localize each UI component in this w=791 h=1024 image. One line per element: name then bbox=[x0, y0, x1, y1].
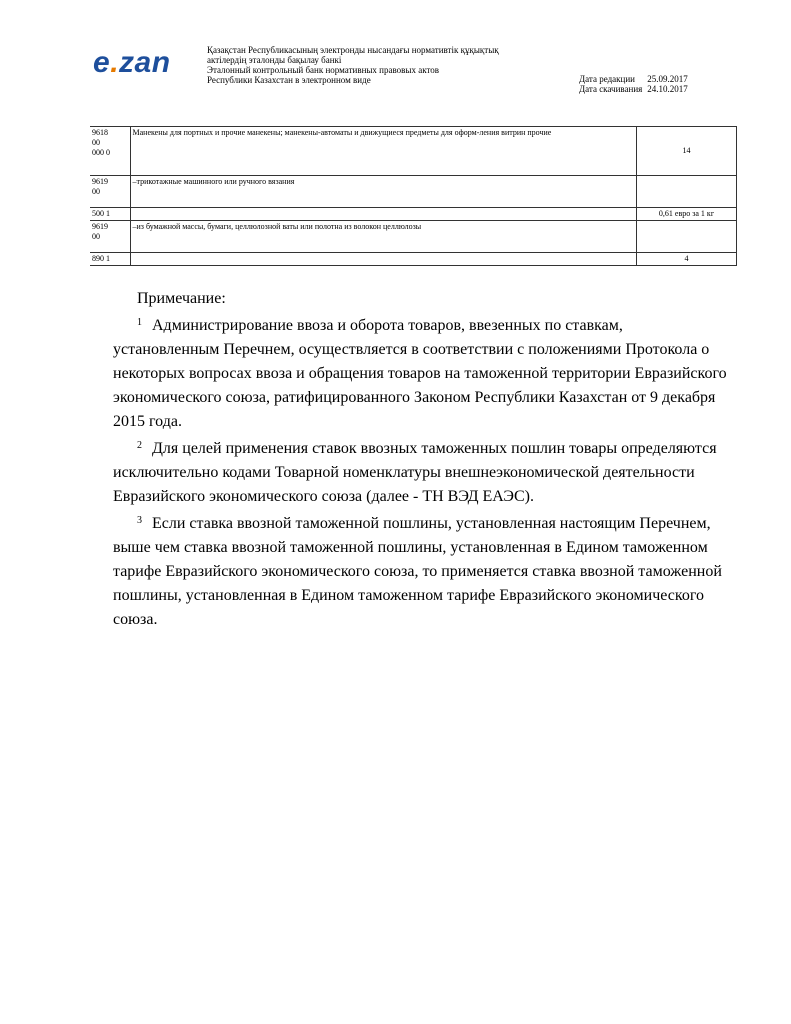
note-item bbox=[113, 509, 733, 632]
note-text: Администрирование ввоза и оборота товаров, ввезенных по ставкам, установленным Перечнем, осуществляется в соответствии с положениями Протокола о некоторых вопросах ввоза и обращения товаров на таможенной территории Евразийского экономического союза, ратифицированного Законом Республики Казахстан от 9 декабря 2015 года. bbox=[113, 317, 727, 430]
ezan-logo: e.zan bbox=[93, 46, 171, 79]
duty-rate: 14 bbox=[637, 127, 737, 176]
item-description: –из бумажной массы, бумаги, целлюлозной ваты или полотна из волокон целлюлозы bbox=[130, 221, 637, 253]
note-text: Если ставка ввозной таможенной пошлины, установленная настоящим Перечнем, выше чем ставка ввозной таможенной пошлины, установленная в Едином таможенном тарифе Евразийского экономического союза, то применяется ставка ввозной таможенной пошлины, установленная в Едином таможенном тарифе Евразийского экономического союза. bbox=[113, 515, 722, 628]
header-line: Қазақстан Республикасының электронды нысандағы нормативтік құқықтық bbox=[207, 45, 499, 55]
header-line: актілердің эталонды бақылау банкі bbox=[207, 55, 342, 65]
download-date-value: 24.10.2017 bbox=[647, 84, 688, 94]
duty-rate bbox=[637, 221, 737, 253]
tn-ved-code: 500 1 bbox=[90, 208, 130, 221]
download-date-row bbox=[579, 84, 688, 94]
header-dates bbox=[579, 74, 688, 94]
table-row bbox=[90, 208, 737, 221]
edition-date-row bbox=[579, 74, 688, 84]
item-description: –трикотажные машинного или ручного вязания bbox=[130, 176, 637, 208]
tn-ved-code: 9619 00 bbox=[90, 221, 130, 253]
header-line: Эталонный контрольный банк нормативных правовых актов bbox=[207, 65, 440, 75]
footnote-number: 1 bbox=[137, 317, 142, 328]
duty-rate: 4 bbox=[637, 253, 737, 266]
item-description: Манекены для портных и прочие манекены; манекены-автоматы и движущиеся предметы для оформ-ления витрин прочие bbox=[130, 127, 637, 176]
tariff-table bbox=[90, 126, 737, 266]
item-description bbox=[130, 208, 637, 221]
note-title: Примечание: bbox=[137, 290, 226, 307]
note-item bbox=[113, 434, 733, 509]
table-row bbox=[90, 176, 737, 208]
note-section bbox=[113, 287, 733, 632]
table-row bbox=[90, 221, 737, 253]
duty-rate: 0,61 евро за 1 кг bbox=[637, 208, 737, 221]
header-bank-title bbox=[207, 45, 567, 85]
header-line: Республики Казахстан в электронном виде bbox=[207, 75, 371, 85]
table-row bbox=[90, 253, 737, 266]
duty-rate bbox=[637, 176, 737, 208]
item-description bbox=[130, 253, 637, 266]
tn-ved-code: 9619 00 bbox=[90, 176, 130, 208]
footnote-number: 2 bbox=[137, 440, 142, 451]
tn-ved-code: 890 1 bbox=[90, 253, 130, 266]
edition-date-label: Дата редакции bbox=[579, 74, 635, 84]
download-date-label: Дата скачивания bbox=[579, 84, 643, 94]
note-item bbox=[113, 311, 733, 434]
edition-date-value: 25.09.2017 bbox=[647, 74, 688, 84]
tn-ved-code: 9618 00 000 0 bbox=[90, 127, 130, 176]
table-row bbox=[90, 127, 737, 176]
footnote-number: 3 bbox=[137, 515, 142, 526]
note-text: Для целей применения ставок ввозных таможенных пошлин товары определяются исключительно кодами Товарной номенклатуры внешнеэкономической деятельности Евразийского экономического союза (далее - ТН ВЭД ЕАЭС). bbox=[113, 440, 717, 505]
